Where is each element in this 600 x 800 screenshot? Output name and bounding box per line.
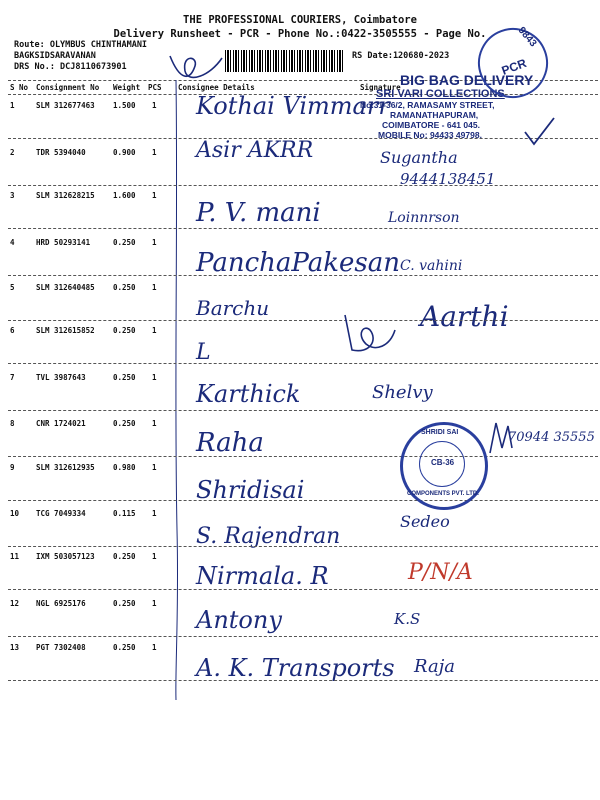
stamp-name: SRI VARI COLLECTIONS [376,88,505,100]
row-pcs: 1 [152,101,157,110]
row-weight: 0.250 [113,373,136,382]
row-weight: 1.500 [113,101,136,110]
row-consignment-no: NGL 6925176 [36,599,86,608]
row-weight: 0.250 [113,643,136,652]
row-weight: 0.115 [113,509,136,518]
col-pcs: PCS [148,83,162,92]
row-separator [8,228,598,229]
row-pcs: 1 [152,283,157,292]
row-separator [8,185,598,186]
row-consignment-no: CNR 1724021 [36,419,86,428]
runsheet-subtitle: Delivery Runsheet - PCR - Phone No.:0422-3505555 - Page No. [113,28,487,40]
stamp-line3: COIMBATORE - 641 045. [382,120,480,130]
row-sno: 11 [10,552,20,561]
row-consignment-no: SLM 312612935 [36,463,95,472]
row-consignment-no: SLM 312615852 [36,326,95,335]
row-signature-handwritten: Sugantha [380,148,458,167]
row-weight: 0.900 [113,148,136,157]
row-signature-handwritten: Loinnrson [388,210,460,226]
row-weight: 0.250 [113,238,136,247]
pcr-seal-digits: 9843 [515,25,539,50]
row-sno: 13 [10,643,20,652]
row-separator [8,320,598,321]
col-consignment: Consignment No [36,83,100,92]
shridi-seal-center: CB-36 [431,458,455,467]
signature-check-mark [520,112,560,152]
page-title: THE PROFESSIONAL COURIERS, Coimbatore [183,14,417,26]
row-separator [8,500,598,501]
row-pcs: 1 [152,509,157,518]
row-sno: 3 [10,191,15,200]
row-weight: 0.250 [113,419,136,428]
handwritten-divider [168,80,184,700]
row-separator [8,589,598,590]
row-consignee-handwritten: Karthick [196,380,301,408]
col-weight: Weight [113,83,141,92]
row-consignee-handwritten: A. K. Transports [196,654,395,682]
row-pcs: 1 [152,373,157,382]
row-separator [8,636,598,637]
row-sno: 6 [10,326,15,335]
row-separator [8,546,598,547]
row-consignee-handwritten: Nirmala. R [196,562,329,590]
row-pcs: 1 [152,419,157,428]
row-signature-handwritten: Raja [414,656,456,677]
row-signature-handwritten: Aarthi [420,300,509,333]
row-sno: 9 [10,463,15,472]
rs-date: RS Date:120680-2023 [352,51,450,61]
row-pcs: 1 [152,599,157,608]
row-sno: 7 [10,373,15,382]
row-separator [8,680,598,681]
row-pcs: 1 [152,191,157,200]
row-pcs: 1 [152,326,157,335]
row-signature-handwritten: Shelvy [372,382,433,403]
row-sno: 10 [10,509,20,518]
row-consignment-no: HRD 50293141 [36,238,91,247]
row-consignment-no: TCG 7049334 [36,509,86,518]
row-separator [8,410,598,411]
row-sno: 5 [10,283,15,292]
row-pcs: 1 [152,463,157,472]
staff-label: BAGKSIDSARAVANAN [14,51,96,61]
row-pcs: 1 [152,148,157,157]
row-weight: 0.250 [113,326,136,335]
row-separator [8,275,598,276]
row-weight: 0.250 [113,283,136,292]
row-consignee-handwritten: Raha [196,428,264,458]
row-consignee-handwritten: PanchaPakesan [196,248,400,278]
row-consignee-handwritten: P. V. mani [196,198,321,228]
row-consignment-no: IXM 503057123 [36,552,95,561]
row-signature-handwritten: 9444138451 [400,170,496,188]
stamp-line1: No.31-36/2, RAMASAMY STREET, [360,100,495,110]
row-sno: 12 [10,599,20,608]
stamp-top-text: BIG BAG DELIVERY [400,72,534,88]
row-consignee-handwritten: Asir AKRR [196,138,314,163]
row-consignee-handwritten: Shridisai [196,476,305,504]
signature-scribble-row6 [340,310,400,360]
stamp-line2: RAMANATHAPURAM, [390,110,479,120]
row-consignment-no: SLM 312640485 [36,283,95,292]
drs-number: DRS No.: DCJ8110673901 [14,62,127,72]
row-signature-handwritten: P/N/A [408,560,473,585]
row-pcs: 1 [152,643,157,652]
row-consignee-handwritten: Antony [196,606,282,634]
row-consignee-handwritten: Barchu [196,296,270,320]
row-pcs: 1 [152,238,157,247]
shridi-seal-bottom: COMPONENTS PVT. LTD. [407,491,479,497]
col-signature: Signature [360,83,401,92]
row-signature-handwritten: K.S [394,610,421,628]
row-pcs: 1 [152,552,157,561]
row-consignee-handwritten: S. Rajendran [196,524,341,549]
route-label: Route: OLYMBUS CHINTHAMANI [14,40,148,50]
col-sno: S No [10,83,29,92]
row-consignee-handwritten: L [196,340,211,365]
row-sno: 1 [10,101,15,110]
pcr-seal-text: PCR [499,55,529,78]
stamp-mobile: MOBILE No: 94433 49798. [378,130,482,140]
row-weight: 0.250 [113,552,136,561]
row-signature-handwritten: Sedeo [400,512,450,531]
row-signature-handwritten: C. vahini [400,258,463,274]
row-weight: 0.980 [113,463,136,472]
row-weight: 1.600 [113,191,136,200]
signature-scribble-row8 [486,418,516,458]
row-sno: 2 [10,148,15,157]
row-signature-handwritten: 70944 35555 [508,430,595,445]
row-consignment-no: PGT 7302408 [36,643,86,652]
row-consignment-no: SLM 312628215 [36,191,95,200]
col-details: Consignee Details [178,83,255,92]
shridi-round-seal [400,422,488,510]
row-consignment-no: TDR 5394040 [36,148,86,157]
row-weight: 0.250 [113,599,136,608]
row-consignment-no: TVL 3987643 [36,373,86,382]
row-separator [8,363,598,364]
row-consignment-no: SLM 312677463 [36,101,95,110]
row-consignee-handwritten: Kothai Vimmarr [196,92,390,120]
shridi-seal-top: SHRIDI SAI [421,429,459,436]
row-sno: 8 [10,419,15,428]
row-sno: 4 [10,238,15,247]
drs-barcode [225,50,343,72]
